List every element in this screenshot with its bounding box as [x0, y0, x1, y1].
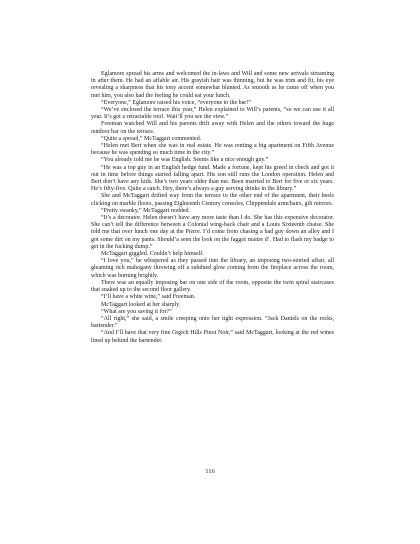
- paragraph: Eglamore spread his arms and welcomed the in-laws and Will and some new arrivals streaming in after them. He had an affable air. His grayish hair was thinning, but he was trim and fit, his eye revealing a sharpness that his tony accent somewhat blunted. As smooth as he came off when you met him, you also had the feeling he could eat your lunch.: [91, 71, 334, 99]
- paragraph: “Quite a spread,” McTaggart commented.: [101, 135, 202, 142]
- paragraph: “Everyone,” Eglamore raised his voice, “everyone to the bar!”: [101, 99, 251, 106]
- page-number: 116: [205, 468, 215, 475]
- paragraph: Freeman watched Will and his parents drift away with Helen and the others toward the huge outdoor bar on the terrace.: [91, 121, 334, 135]
- paragraph: “I love you,” he whispered as they passed into the library, an imposing two-storied affair, all gleaming rich mahogany throwing off a subdued glow coming from the fireplace across the room, which was burning brightly.: [91, 258, 334, 279]
- paragraph: “Pretty swanky,” McTaggart nodded.: [101, 207, 190, 214]
- body-text: [91, 71, 334, 345]
- paragraph: “I’ll have a white wine,” said Freeman.: [101, 294, 196, 301]
- paragraph: “Helen met Bert when she was in real estate. He was renting a big apartment on Fifth Avenue because he was spending so much time in the city.”: [91, 143, 334, 157]
- paragraph: “What are you saving it for?”: [101, 308, 172, 315]
- paragraph: She and McTaggart drifted way from the terrace to the other end of the apartment, their heels clicking on marble floors, passing Eighteenth Century consoles, Chippendale armchairs, gilt mirrors.: [91, 193, 334, 207]
- paragraph: “He was a top guy in an English hedge fund. Made a fortune, kept his greed in check and got it out in time before things started falling apart. His son still runs the London operation. Helen and Bert don’t have any kids. She’s two years older than me. Been married to Bert for five or six years. He’s fifty-five. Quite a catch. Hey, there’s always a guy serving drinks in the library.”: [91, 164, 334, 193]
- paragraph: “We’ve enclosed the terrace this year,” Helen explained to Will’s parents, “so we can use it all year. It’s got a retractable roof. Wait’ll you see the view.”: [91, 107, 334, 121]
- paragraph: “And I’ll have that very fine Grgich Hills Pinot Noir,” said McTaggart, looking at the red wines lined up behind the bartender.: [91, 330, 334, 344]
- paragraph: “It’s a decorator. Helen doesn’t have any more taste than I do. She has this expensive decorator. She can’t tell the difference between a Colonial wing-back chair and a Louis Sixteenth chaise. She told me that over lunch one day at the Pierre. I’d come from chasing a bad guy down an alley and I got some dirt on my pants. Should’a seen the look on the faggot maitre d’. Had to flash my badge to get in the fucking dump.”: [91, 215, 334, 250]
- paragraph: McTaggart looked at her sharply.: [101, 301, 181, 308]
- paragraph: “You already told me he was English. Seems like a nice enough guy.”: [101, 157, 269, 164]
- paragraph: “All right,” she said, a smile creeping onto her tight expression. “Jack Daniels on the rocks, bartender.”: [91, 315, 334, 330]
- paragraph: There was an equally imposing bar on one side of the room, opposite the twin spiral staircases that snaked up to the second floor gallery.: [91, 279, 334, 294]
- paragraph: McTaggart giggled. Couldn’t help himself.: [101, 251, 204, 258]
